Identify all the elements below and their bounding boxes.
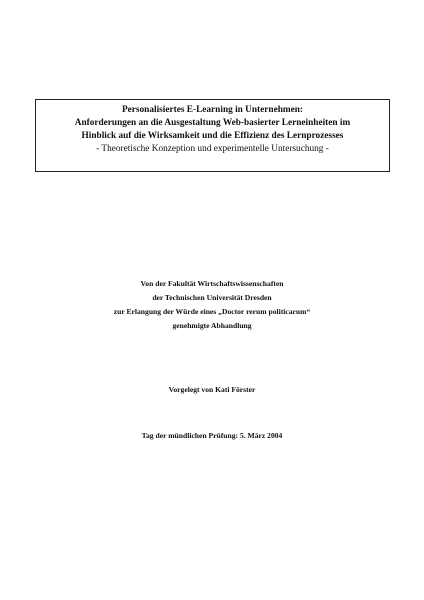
exam-date-line: Tag der mündlichen Prüfung: 5. März 2004 xyxy=(141,431,283,440)
title-line-1: Personalisiertes E-Learning in Unternehmen: xyxy=(121,105,303,115)
title-box xyxy=(35,99,390,172)
faculty-statement xyxy=(0,277,424,333)
faculty-line-4: genehmigte Abhandlung xyxy=(172,321,252,330)
faculty-line-1: Von der Fakultät Wirtschaftswissenschaften xyxy=(140,279,284,288)
title-line-3: Hinblick auf die Wirksamkeit und die Effizienz des Lernprozesses xyxy=(81,131,344,141)
faculty-line-2: der Technischen Universität Dresden xyxy=(152,293,272,302)
author-line: Vorgelegt von Kati Förster xyxy=(168,385,256,394)
subtitle: - Theoretische Konzeption und experimentelle Untersuchung - xyxy=(96,144,329,154)
title-line-2: Anforderungen an die Ausgestaltung Web-basierter Lerneinheiten im xyxy=(74,118,351,128)
faculty-line-3: zur Erlangung der Würde eines „Doctor rerum politicarum“ xyxy=(113,307,311,316)
